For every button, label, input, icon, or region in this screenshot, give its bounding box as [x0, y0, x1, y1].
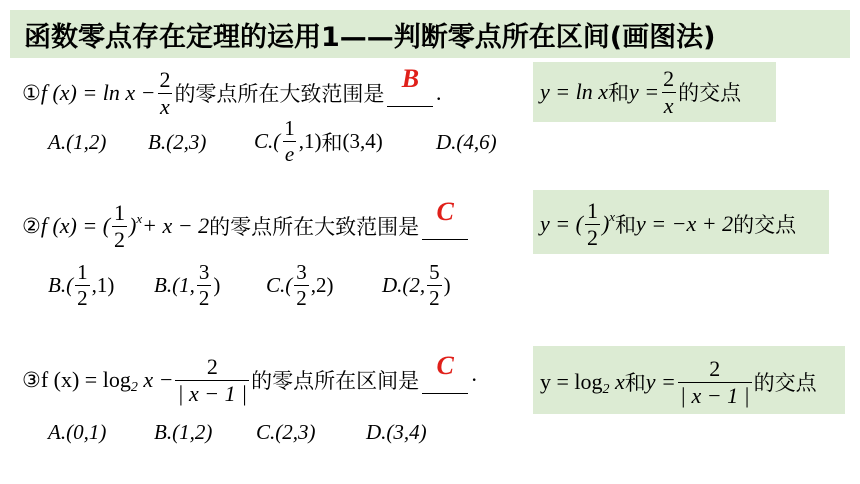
option-text: A.(1,2) — [48, 130, 107, 154]
option-text: ,2) — [310, 273, 334, 297]
hint-2 — [540, 196, 796, 252]
fraction-numerator: 1 — [77, 260, 88, 284]
question-3-answer-blank — [422, 350, 468, 394]
question-2-function-tail: + x − 2 — [142, 213, 210, 238]
question-2-function-pre: f (x) = ( — [40, 213, 111, 238]
option-fraction — [282, 118, 297, 165]
question-1-answer: B — [401, 63, 420, 93]
q1-option-a — [48, 130, 106, 155]
option-text: ) — [443, 273, 451, 297]
question-3-text: 的零点所在区间是 — [251, 369, 420, 393]
hint-1-fraction — [661, 65, 676, 118]
fraction-denominator: 2 — [198, 286, 210, 310]
option-text: B.(2,3) — [148, 130, 207, 154]
hint-1-mid: y = — [629, 79, 660, 104]
hint-2-tail-math: y = −x + 2 — [636, 211, 734, 236]
question-2-answer-blank — [422, 196, 468, 240]
q2-option-c — [266, 262, 334, 309]
option-text: D.(4,6) — [436, 130, 497, 154]
hint-2-post — [602, 211, 615, 237]
hint-mid: x — [609, 369, 625, 394]
hint-3-pre — [540, 369, 625, 395]
fraction-numerator: 2 — [709, 355, 721, 381]
q2-option-d — [382, 262, 451, 309]
fraction-denominator: 2 — [429, 286, 440, 310]
option-text: B.( — [48, 273, 74, 297]
question-1-fraction — [157, 66, 172, 119]
option-fraction — [75, 262, 90, 309]
fraction-numerator: 1 — [114, 199, 126, 225]
slide-title-text: 函数零点存在定理的运用1——判断零点所在区间(画图法) — [24, 21, 716, 53]
hint-1-and: 和 — [608, 81, 629, 105]
function-mid: x − — [137, 367, 174, 392]
fraction-denominator: | x − 1 | — [177, 380, 248, 406]
option-text: D.(2, — [382, 273, 426, 297]
question-2-fraction — [112, 199, 127, 252]
question-1-text: 的零点所在大致范围是 — [174, 82, 385, 106]
log-base: 2 — [130, 380, 138, 395]
hint-1-tail: 的交点 — [678, 81, 742, 105]
hint-2-pre: y = ( — [540, 211, 583, 236]
q3-option-a — [48, 420, 106, 445]
q1-option-c — [254, 118, 383, 165]
question-3-end: · — [471, 367, 477, 392]
hint-3 — [540, 352, 817, 412]
option-text: ) — [213, 273, 221, 297]
q3-option-c — [256, 420, 316, 445]
q3-option-b — [154, 420, 212, 445]
option-text: ,1) — [91, 273, 115, 297]
question-2-function-post — [129, 213, 142, 239]
question-3-function-pre — [41, 367, 174, 393]
hint-2-tail: 的交点 — [733, 213, 797, 237]
q2-option-b — [154, 262, 220, 309]
hint-2-and: 和 — [615, 213, 637, 237]
fraction-numerator: 2 — [159, 66, 171, 92]
slide-title — [10, 10, 850, 58]
question-1-end: . — [436, 80, 442, 105]
option-text: 和 — [321, 130, 343, 155]
fraction-numerator: 3 — [296, 260, 307, 284]
option-fraction — [294, 262, 309, 309]
question-1 — [22, 63, 442, 119]
question-2-answer: C — [436, 196, 454, 226]
hint-1-left: y = ln x — [540, 79, 608, 104]
hint-3-and: 和 — [624, 371, 646, 395]
question-3-answer: C — [436, 350, 454, 380]
hint-3-tail: 的交点 — [753, 371, 817, 395]
option-text: D.(3,4) — [366, 420, 427, 444]
fraction-denominator: 2 — [586, 224, 598, 250]
exponent: x — [136, 211, 143, 226]
exponent: x — [609, 209, 616, 224]
option-fraction — [197, 262, 212, 309]
option-text: B.(1, — [154, 273, 195, 297]
fraction-denominator: e — [284, 142, 295, 166]
q1-option-d — [436, 130, 497, 155]
q3-option-d — [366, 420, 427, 445]
question-2 — [22, 198, 471, 254]
hint-2-fraction — [585, 197, 600, 250]
question-2-text: 的零点所在大致范围是 — [209, 215, 420, 239]
q1-option-b — [148, 130, 206, 155]
hint-3-eq: y = — [645, 369, 676, 394]
option-text: (3,4) — [342, 129, 383, 153]
option-fraction — [427, 262, 442, 309]
option-text: C.( — [254, 129, 281, 153]
option-text: B.(1,2) — [154, 420, 213, 444]
paren: ) — [601, 211, 610, 236]
question-1-answer-blank — [387, 63, 433, 107]
question-1-function: f (x) = ln x − — [40, 80, 156, 105]
log-text: f (x) = log — [40, 367, 131, 392]
fraction-numerator: 2 — [663, 65, 675, 91]
question-3 — [22, 350, 477, 410]
fraction-denominator: x — [663, 92, 674, 118]
option-text: ,1) — [298, 129, 322, 153]
option-text: C.(2,3) — [256, 420, 316, 444]
fraction-numerator: 1 — [586, 197, 598, 223]
fraction-denominator: 2 — [114, 226, 126, 252]
q2-option-a — [48, 262, 114, 309]
fraction-denominator: 2 — [77, 286, 88, 310]
option-text: C.( — [266, 273, 293, 297]
fraction-numerator: 2 — [206, 353, 218, 379]
hint-3-fraction — [678, 355, 752, 408]
fraction-numerator: 1 — [284, 116, 295, 140]
fraction-denominator: 2 — [296, 286, 307, 310]
log-base: 2 — [602, 382, 610, 397]
paren: ) — [129, 213, 137, 238]
fraction-denominator: x — [160, 93, 170, 119]
fraction-numerator: 3 — [198, 260, 210, 284]
question-3-number: ③ — [22, 368, 41, 392]
fraction-denominator: | x − 1 | — [679, 382, 750, 408]
log-text: y = log — [540, 369, 603, 394]
question-1-number: ① — [22, 81, 41, 105]
fraction-numerator: 5 — [429, 260, 440, 284]
hint-1 — [540, 67, 741, 117]
question-2-number: ② — [22, 214, 41, 238]
option-text: A.(0,1) — [48, 420, 107, 444]
question-3-fraction — [175, 353, 249, 406]
